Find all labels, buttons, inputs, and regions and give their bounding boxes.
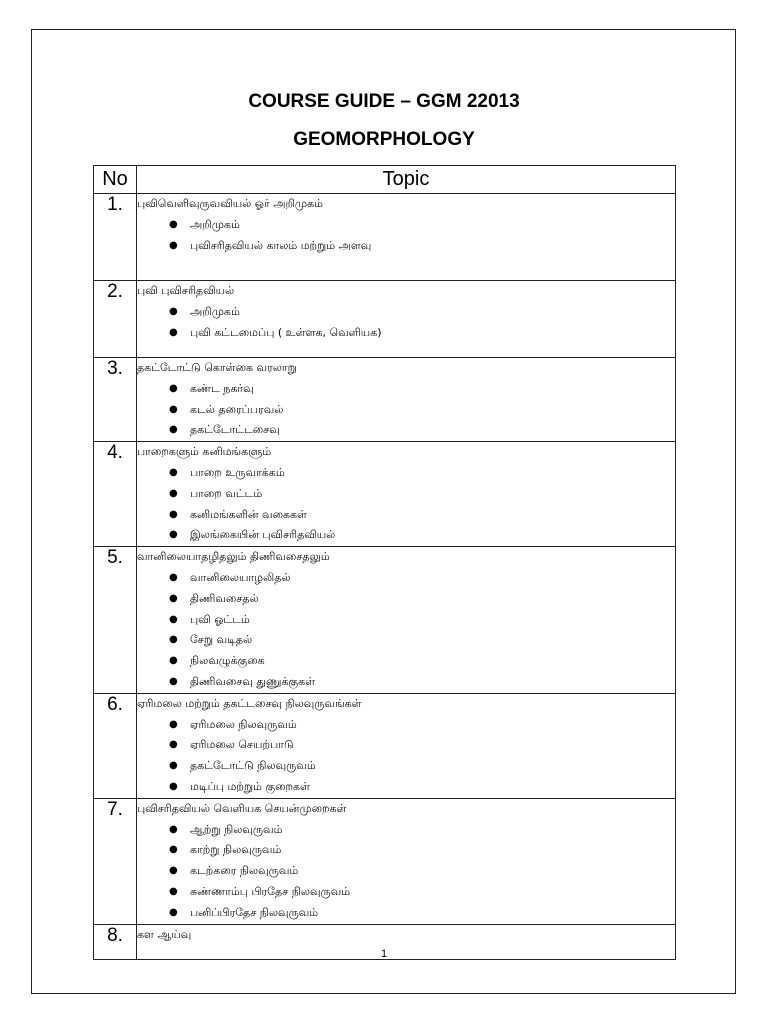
subtopic-list xyxy=(137,379,675,441)
row-number: 6. xyxy=(94,693,137,798)
bullet-icon: ● xyxy=(169,466,178,478)
subtopic-text: நிலவழுக்குகை xyxy=(190,654,265,668)
course-topics-table xyxy=(93,165,676,960)
table-row xyxy=(94,798,676,924)
subtopic-text: வானிலையாழலிதல் xyxy=(190,570,291,584)
subtopic-text: மடிப்பு மற்றும் குறைகள் xyxy=(190,779,310,793)
bullet-icon: ● xyxy=(169,305,178,317)
subtopic-text: புவிசரிதவியல் காலம் மற்றும் அளவு xyxy=(190,238,372,252)
subtopic-text: சேறு வடிதல் xyxy=(190,633,253,647)
bullet-icon: ● xyxy=(169,592,178,604)
subtopic-text: அறிமுகம் xyxy=(190,217,240,231)
subtopic-text: பாறை உருவாக்கம் xyxy=(190,465,285,479)
table-row xyxy=(94,693,676,798)
list-item xyxy=(137,777,675,798)
bullet-icon: ● xyxy=(169,529,178,541)
page-number: 1 xyxy=(380,948,388,960)
topic-heading: பாறைகளும் கனிமங்களும் xyxy=(137,445,272,459)
list-item xyxy=(137,400,675,421)
topic-cell xyxy=(137,281,676,358)
list-item xyxy=(137,651,675,672)
subtopic-text: இலங்கையின் புவிசரிதவியல் xyxy=(190,528,336,542)
list-item xyxy=(137,236,675,257)
row-number: 5. xyxy=(94,547,137,694)
topic-cell xyxy=(137,194,676,281)
row-number: 4. xyxy=(94,442,137,547)
subtopic-text: திணிவசைதல் xyxy=(190,591,259,605)
subtopic-text: பனிப்பிரதேச நிலவுருவம் xyxy=(190,905,319,919)
bullet-icon: ● xyxy=(169,906,178,918)
list-item xyxy=(137,735,675,756)
row-number: 2. xyxy=(94,281,137,358)
table-row xyxy=(94,547,676,694)
subtopic-text: கடல் தரைப்பரவல் xyxy=(190,402,284,416)
table-header-row xyxy=(94,166,676,194)
subtopic-text: கண்ட நகர்வு xyxy=(190,381,254,395)
bullet-icon: ● xyxy=(169,780,178,792)
topic-cell xyxy=(137,693,676,798)
list-item xyxy=(137,589,675,610)
bullet-icon: ● xyxy=(169,844,178,856)
subtopic-list xyxy=(137,568,675,693)
list-item xyxy=(137,630,675,651)
topic-cell xyxy=(137,547,676,694)
document-title: COURSE GUIDE – GGM 22013 xyxy=(248,91,520,112)
bullet-icon: ● xyxy=(169,865,178,877)
bullet-icon: ● xyxy=(169,675,178,687)
topic-cell xyxy=(137,358,676,442)
list-item xyxy=(137,882,675,903)
list-item xyxy=(137,505,675,526)
bullet-icon: ● xyxy=(169,634,178,646)
bullet-icon: ● xyxy=(169,508,178,520)
bullet-icon: ● xyxy=(169,739,178,751)
subtopic-text: ஏரிமலை செயற்பாடு xyxy=(190,738,294,752)
bullet-icon: ● xyxy=(169,760,178,772)
topic-heading: புவி புவிசரிதவியல் xyxy=(137,284,235,297)
topic-heading: ஏரிமலை மற்றும் தகட்டசைவு நிலவுருவங்கள் xyxy=(137,696,362,710)
bullet-icon: ● xyxy=(169,718,178,730)
list-item xyxy=(137,756,675,777)
topic-heading: கள ஆய்வு xyxy=(137,927,192,941)
bullet-icon: ● xyxy=(169,326,178,338)
table-row xyxy=(94,442,676,547)
subtopic-text: திணிவசைவு துணுக்குகள் xyxy=(190,674,316,688)
row-number: 7. xyxy=(94,798,137,924)
topic-heading: புவிவெளிவுருவவியல் ஓர் அறிமுகம் xyxy=(137,197,324,210)
list-item xyxy=(137,463,675,484)
header-topic: Topic xyxy=(137,166,676,194)
topic-cell xyxy=(137,442,676,547)
subtopic-text: காற்று நிலவுருவம் xyxy=(190,843,282,857)
row-number: 8. xyxy=(94,924,137,959)
list-item xyxy=(137,903,675,924)
bullet-icon: ● xyxy=(169,403,178,415)
list-item xyxy=(137,323,675,344)
list-item xyxy=(137,840,675,861)
subtopic-text: பாறை வட்டம் xyxy=(190,486,263,500)
list-item xyxy=(137,820,675,841)
subtopic-text: கனிமங்களின் வகைகள் xyxy=(190,507,307,521)
bullet-icon: ● xyxy=(169,239,178,251)
table-row xyxy=(94,358,676,442)
subtopic-list xyxy=(137,215,675,257)
list-item xyxy=(137,215,675,236)
subtopic-text: தகட்டோட்டசைவு xyxy=(190,423,280,437)
list-item xyxy=(137,672,675,693)
bullet-icon: ● xyxy=(169,571,178,583)
subtopic-text: கடற்கரை நிலவுருவம் xyxy=(190,864,299,878)
subtopic-text: புவி கட்டமைப்பு ( உள்ளக, வெளியக) xyxy=(190,325,382,339)
list-item xyxy=(137,568,675,589)
subtopic-text: தகட்டோட்டு நிலவுருவம் xyxy=(190,759,316,773)
bullet-icon: ● xyxy=(169,655,178,667)
table-row xyxy=(94,194,676,281)
bullet-icon: ● xyxy=(169,382,178,394)
bullet-icon: ● xyxy=(169,613,178,625)
list-item xyxy=(137,715,675,736)
bullet-icon: ● xyxy=(169,487,178,499)
row-number: 3. xyxy=(94,358,137,442)
list-item xyxy=(137,379,675,400)
subtopic-list xyxy=(137,302,675,344)
bullet-icon: ● xyxy=(169,218,178,230)
list-item xyxy=(137,525,675,546)
subtopic-text: சுண்ணாம்பு பிரதேச நிலவுருவம் xyxy=(190,884,351,898)
header-no: No xyxy=(94,166,137,194)
table-row xyxy=(94,281,676,358)
topic-cell xyxy=(137,798,676,924)
topic-heading: புவிசரிதவியல் வெளியக செயன்முறைகள் xyxy=(137,801,347,815)
list-item xyxy=(137,420,675,441)
topic-heading: தகட்டோட்டு கொள்கை வரலாறு xyxy=(137,361,297,374)
list-item xyxy=(137,861,675,882)
list-item xyxy=(137,484,675,505)
topic-heading: வானிலையாதழிதலும் திணிவசைதலும் xyxy=(137,550,330,564)
list-item xyxy=(137,302,675,323)
subtopic-text: புவி ஓட்டம் xyxy=(190,612,250,626)
subtopic-text: ஏரிமலை நிலவுருவம் xyxy=(190,717,297,731)
subtopic-list xyxy=(137,463,675,546)
bullet-icon: ● xyxy=(169,885,178,897)
subtopic-text: ஆற்று நிலவுருவம் xyxy=(190,822,283,836)
subtopic-text: அறிமுகம் xyxy=(190,304,240,318)
document-subtitle: GEOMORPHOLOGY xyxy=(293,129,475,150)
row-number: 1. xyxy=(94,194,137,281)
bullet-icon: ● xyxy=(169,823,178,835)
subtopic-list xyxy=(137,820,675,924)
bullet-icon: ● xyxy=(169,424,178,436)
list-item xyxy=(137,610,675,631)
subtopic-list xyxy=(137,715,675,798)
